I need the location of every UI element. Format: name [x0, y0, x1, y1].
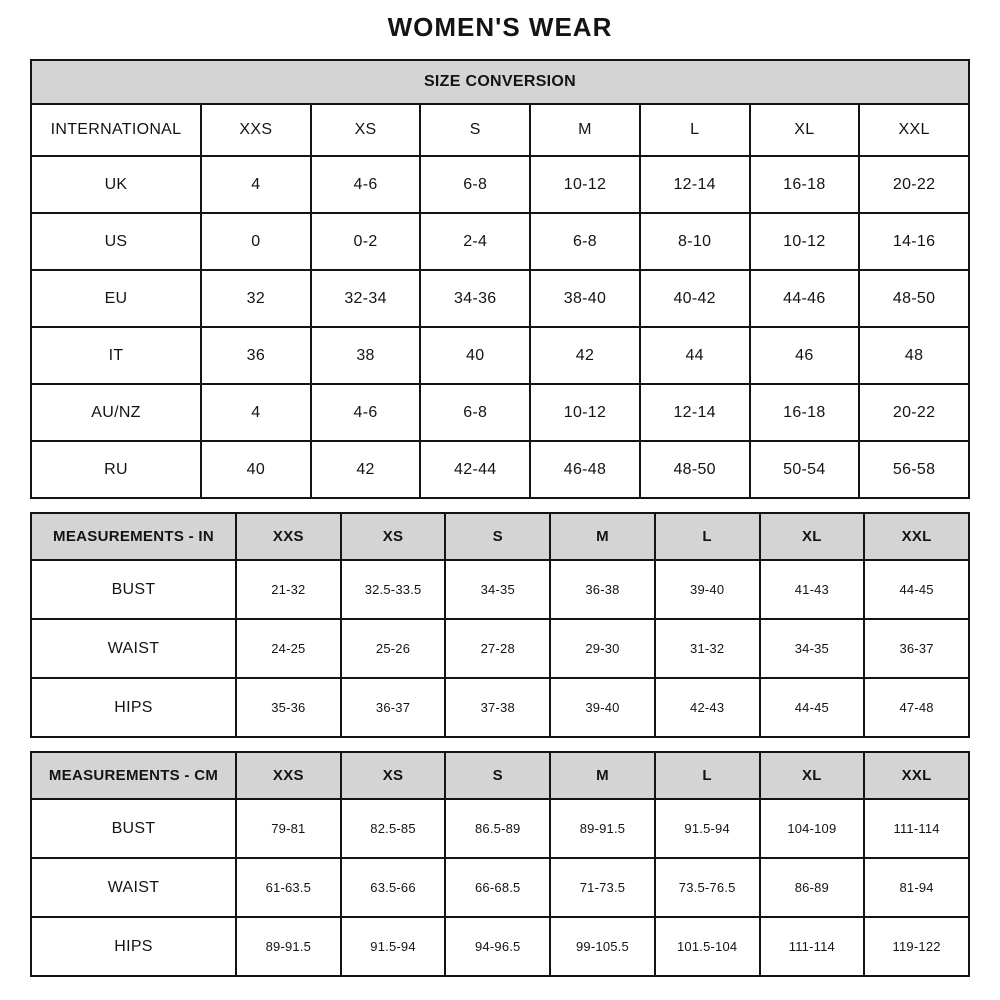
- measurement-cell: 34-35: [445, 560, 550, 619]
- size-cell: 42-44: [420, 441, 530, 498]
- measurement-cell: 89-91.5: [236, 917, 341, 976]
- column-header-xl: XL: [760, 513, 865, 560]
- table-row-waist: [31, 858, 969, 917]
- size-cell: 4: [201, 384, 311, 441]
- column-header-s: S: [420, 104, 530, 156]
- measurement-cell: 91.5-94: [655, 799, 760, 858]
- size-cell: 46-48: [530, 441, 640, 498]
- measurement-cell: 61-63.5: [236, 858, 341, 917]
- size-conversion-table: [30, 59, 970, 499]
- table-row-eu: [31, 270, 969, 327]
- measurement-cell: 36-37: [341, 678, 446, 737]
- size-cell: 12-14: [640, 156, 750, 213]
- size-cell: 32-34: [311, 270, 421, 327]
- measurement-cell: 36-38: [550, 560, 655, 619]
- size-cell: 48: [859, 327, 969, 384]
- column-header-xxs: XXS: [236, 752, 341, 799]
- size-cell: 4-6: [311, 156, 421, 213]
- measurement-cell: 94-96.5: [445, 917, 550, 976]
- measurement-cell: 39-40: [655, 560, 760, 619]
- size-cell: 50-54: [750, 441, 860, 498]
- size-cell: 56-58: [859, 441, 969, 498]
- measurement-cell: 104-109: [760, 799, 865, 858]
- size-conversion-title: SIZE CONVERSION: [31, 60, 969, 104]
- size-cell: 16-18: [750, 156, 860, 213]
- column-header-l: L: [655, 752, 760, 799]
- size-cell: 16-18: [750, 384, 860, 441]
- measurement-cell: 81-94: [864, 858, 969, 917]
- table-row-waist: [31, 619, 969, 678]
- measurement-cell: 21-32: [236, 560, 341, 619]
- measurements-in-title: MEASUREMENTS - IN: [31, 513, 236, 560]
- size-cell: 40: [420, 327, 530, 384]
- column-header-xxs: XXS: [236, 513, 341, 560]
- measurements-in-table: [30, 512, 970, 738]
- size-cell: 12-14: [640, 384, 750, 441]
- measurement-cell: 71-73.5: [550, 858, 655, 917]
- size-cell: 10-12: [750, 213, 860, 270]
- column-header-s: S: [445, 513, 550, 560]
- column-header-m: M: [550, 752, 655, 799]
- size-cell: 6-8: [530, 213, 640, 270]
- measurement-cell: 24-25: [236, 619, 341, 678]
- row-label: RU: [31, 441, 201, 498]
- column-header-xl: XL: [760, 752, 865, 799]
- size-cell: 38: [311, 327, 421, 384]
- measurement-cell: 41-43: [760, 560, 865, 619]
- size-cell: 44-46: [750, 270, 860, 327]
- column-header-xl: XL: [750, 104, 860, 156]
- measurement-cell: 37-38: [445, 678, 550, 737]
- size-cell: 0: [201, 213, 311, 270]
- measurements-cm-title: MEASUREMENTS - CM: [31, 752, 236, 799]
- size-cell: 44: [640, 327, 750, 384]
- column-header-xs: XS: [341, 752, 446, 799]
- size-cell: 14-16: [859, 213, 969, 270]
- size-cell: 46: [750, 327, 860, 384]
- size-cell: 2-4: [420, 213, 530, 270]
- size-cell: 6-8: [420, 156, 530, 213]
- size-cell: 4: [201, 156, 311, 213]
- table-row-bust: [31, 799, 969, 858]
- table-row-bust: [31, 560, 969, 619]
- measurements-cm-table: [30, 751, 970, 977]
- measurement-cell: 119-122: [864, 917, 969, 976]
- measurement-cell: 73.5-76.5: [655, 858, 760, 917]
- measurement-cell: 25-26: [341, 619, 446, 678]
- table-row-hips: [31, 678, 969, 737]
- row-label: BUST: [31, 560, 236, 619]
- size-cell: 38-40: [530, 270, 640, 327]
- row-label: HIPS: [31, 917, 236, 976]
- column-header-xxl: XXL: [864, 513, 969, 560]
- measurement-cell: 27-28: [445, 619, 550, 678]
- measurement-cell: 86.5-89: [445, 799, 550, 858]
- table-header-row: [31, 104, 969, 156]
- size-cell: 40-42: [640, 270, 750, 327]
- size-cell: 40: [201, 441, 311, 498]
- size-cell: 20-22: [859, 384, 969, 441]
- size-cell: 8-10: [640, 213, 750, 270]
- size-cell: 4-6: [311, 384, 421, 441]
- table-header-row: [31, 513, 969, 560]
- measurement-cell: 99-105.5: [550, 917, 655, 976]
- row-label: WAIST: [31, 858, 236, 917]
- size-cell: 48-50: [859, 270, 969, 327]
- column-header-xxl: XXL: [864, 752, 969, 799]
- measurement-cell: 34-35: [760, 619, 865, 678]
- size-cell: 10-12: [530, 384, 640, 441]
- table-header-row: [31, 752, 969, 799]
- measurement-cell: 31-32: [655, 619, 760, 678]
- measurement-cell: 66-68.5: [445, 858, 550, 917]
- size-cell: 34-36: [420, 270, 530, 327]
- table-row-ru: [31, 441, 969, 498]
- column-header-xs: XS: [311, 104, 421, 156]
- measurement-cell: 44-45: [760, 678, 865, 737]
- measurement-cell: 101.5-104: [655, 917, 760, 976]
- row-label: US: [31, 213, 201, 270]
- column-header-xxl: XXL: [859, 104, 969, 156]
- size-cell: 10-12: [530, 156, 640, 213]
- measurement-cell: 36-37: [864, 619, 969, 678]
- column-header-l: L: [640, 104, 750, 156]
- measurement-cell: 29-30: [550, 619, 655, 678]
- measurement-cell: 89-91.5: [550, 799, 655, 858]
- table-row-hips: [31, 917, 969, 976]
- size-cell: 32: [201, 270, 311, 327]
- column-header-xxs: XXS: [201, 104, 311, 156]
- measurement-cell: 35-36: [236, 678, 341, 737]
- measurement-cell: 79-81: [236, 799, 341, 858]
- row-label: EU: [31, 270, 201, 327]
- measurement-cell: 39-40: [550, 678, 655, 737]
- table-row-uk: [31, 156, 969, 213]
- table-row-aunz: [31, 384, 969, 441]
- size-cell: 42: [311, 441, 421, 498]
- table-title-row: [31, 60, 969, 104]
- measurement-cell: 86-89: [760, 858, 865, 917]
- measurement-cell: 47-48: [864, 678, 969, 737]
- measurement-cell: 82.5-85: [341, 799, 446, 858]
- table-row-it: [31, 327, 969, 384]
- page-title: WOMEN'S WEAR: [387, 12, 613, 42]
- column-header-s: S: [445, 752, 550, 799]
- size-cell: 0-2: [311, 213, 421, 270]
- size-cell: 36: [201, 327, 311, 384]
- row-label: IT: [31, 327, 201, 384]
- measurement-cell: 42-43: [655, 678, 760, 737]
- measurement-cell: 63.5-66: [341, 858, 446, 917]
- row-label: UK: [31, 156, 201, 213]
- row-label: HIPS: [31, 678, 236, 737]
- row-label: AU/NZ: [31, 384, 201, 441]
- size-cell: 48-50: [640, 441, 750, 498]
- column-header-m: M: [530, 104, 640, 156]
- measurement-cell: 111-114: [760, 917, 865, 976]
- column-header-l: L: [655, 513, 760, 560]
- row-label: BUST: [31, 799, 236, 858]
- measurement-cell: 91.5-94: [341, 917, 446, 976]
- column-header-xs: XS: [341, 513, 446, 560]
- measurement-cell: 111-114: [864, 799, 969, 858]
- column-header-international: INTERNATIONAL: [31, 104, 201, 156]
- measurement-cell: 44-45: [864, 560, 969, 619]
- column-header-m: M: [550, 513, 655, 560]
- table-row-us: [31, 213, 969, 270]
- size-cell: 42: [530, 327, 640, 384]
- size-cell: 6-8: [420, 384, 530, 441]
- row-label: WAIST: [31, 619, 236, 678]
- measurement-cell: 32.5-33.5: [341, 560, 446, 619]
- size-cell: 20-22: [859, 156, 969, 213]
